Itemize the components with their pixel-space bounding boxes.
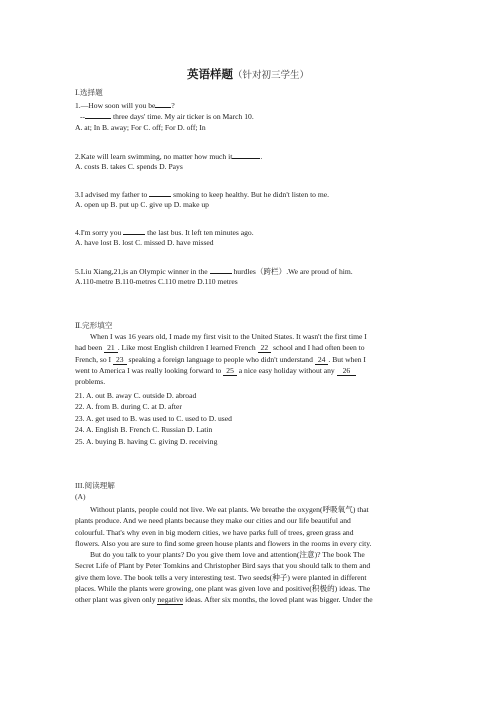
answer-blank xyxy=(85,110,111,119)
title-sub: （针对初三学生） xyxy=(232,71,309,81)
cloze-options-23: 23. A. get used to B. was used to C. used to D. used xyxy=(75,414,232,423)
question-2: 2.Kate will learn swimming, no matter how much it . xyxy=(75,152,263,161)
cloze-options-25: 25. A. buying B. having C. giving D. receiving xyxy=(75,437,218,446)
question-5-options: A.110-metre B.110-metres C.110 metre D.110 metres xyxy=(75,277,238,286)
cloze-blank-26: 26 xyxy=(337,366,357,376)
answer-blank xyxy=(123,226,145,235)
cloze-blank-22: 22 xyxy=(258,343,272,353)
cloze-passage: When I was 16 years old, I made my first visit to the United States. It wasn't the first time I had been 21 . Like most English children I learned French 22 school and I had often been to French, so I 23 speaking a foreign language to people who didn't understand 24 . But when I went to America I was really looking forward to 25 a nice easy holiday without any 26 problems. xyxy=(75,332,367,387)
question-1-reply: -- three days' time. My air ticker is on March 10. xyxy=(80,112,254,121)
cloze-options-22: 22. A. from B. during C. at D. after xyxy=(75,402,182,411)
question-4-options: A. have lost B. lost C. missed D. have missed xyxy=(75,238,214,247)
question-1-options: A. at; In B. away; For C. off; For D. off; In xyxy=(75,123,206,132)
answer-blank xyxy=(210,265,232,274)
cloze-blank-24: 24 xyxy=(315,355,329,365)
section-2-heading: Ⅱ.完形填空 xyxy=(75,321,113,330)
answer-blank xyxy=(155,99,171,108)
cloze-blank-25: 25 xyxy=(223,366,237,376)
question-2-options: A. costs B. takes C. spends D. Pays xyxy=(75,162,183,171)
underlined-word: negative xyxy=(157,595,184,605)
document-title xyxy=(0,66,496,82)
question-1: 1.—How soon will you be ? xyxy=(75,101,175,110)
cloze-blank-21: 21 xyxy=(104,343,118,353)
answer-blank xyxy=(232,150,260,159)
question-5: 5.Liu Xiang,21,is an Olympic winner in the hurdles（跨栏）.We are proud of him. xyxy=(75,267,353,276)
title-main: 英语样题 xyxy=(186,69,233,81)
question-4: 4.I'm sorry you the last bus. It left ten minutes ago. xyxy=(75,228,254,237)
cloze-options-24: 24. A. English B. French C. Russian D. Latin xyxy=(75,425,213,434)
answer-blank xyxy=(149,188,171,197)
section-1-heading: Ⅰ.选择题 xyxy=(75,88,103,97)
passage-a-label: (A) xyxy=(75,492,86,501)
question-3-options: A. open up B. put up C. give up D. make up xyxy=(75,200,209,209)
question-3: 3.I advised my father to smoking to keep healthy. But he didn't listen to me. xyxy=(75,190,330,199)
cloze-blank-23: 23 xyxy=(113,355,127,365)
reading-passage-a: Without plants, people could not live. We eat plants. We breathe the oxygen(呼吸氧气) that plants produce. And we need plants because they make our cities and our life beautiful and colourful. That's why even in big modern cities, we have parks full of trees, green grass and flowers. Also you are sure to find some green house plants and flowers in the rooms in every city. But do you talk to your plants? Do you give them love and attention(注意)? The book The Secret Life of Plant by Peter Tomkins and Christopher Bird says that you should talk to them and give them love. The book tells a very interesting test. Two seeds(种子) were planted in different places. While the plants were growing, one plant was given love and positive(积极的) ideas. The other plant was given only negative ideas. After six months, the loved plant was bigger. Under the xyxy=(75,505,373,605)
section-3-heading: III.阅读理解 xyxy=(75,481,115,490)
cloze-options-21: 21. A. out B. away C. outside D. abroad xyxy=(75,391,197,400)
